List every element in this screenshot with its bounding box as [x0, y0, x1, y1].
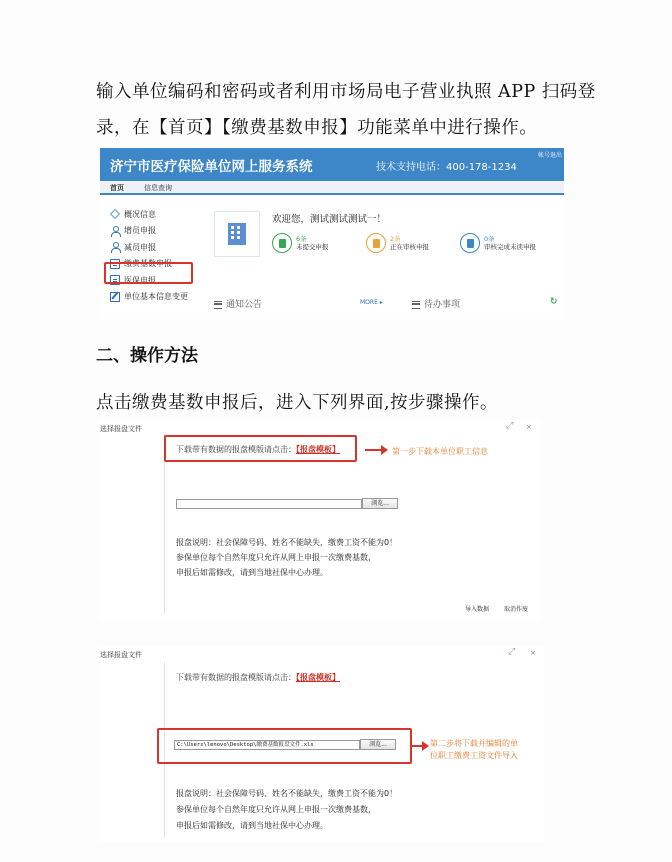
list-icon — [412, 301, 420, 309]
step1-annotation: 第一步下载本单位职工信息 — [392, 447, 488, 456]
intro-line-1: 输入单位编码和密码或者利用市场局电子营业执照 APP 扫码登 — [96, 82, 596, 102]
list-icon — [214, 301, 222, 309]
building-icon — [214, 211, 260, 257]
review-icon — [366, 233, 386, 253]
welcome-text: 欢迎您，测试测试测试一！ — [272, 214, 387, 225]
step2-annotation-line-1: 第二步将下载并编辑的单 — [430, 739, 518, 748]
stat-label: 审核完成未读申报 — [484, 243, 536, 251]
list-icon — [460, 233, 480, 253]
cancel-button[interactable]: 取消作废 — [504, 606, 529, 613]
account-logout-link[interactable]: 帐号退出 — [537, 152, 562, 159]
expand-icon[interactable]: ⤢ — [508, 647, 516, 657]
arrow-icon — [412, 745, 423, 747]
sidebar-item-label: 单位基本信息变更 — [124, 292, 188, 301]
stat-reviewing[interactable] — [366, 230, 429, 256]
portal-nav — [100, 181, 564, 195]
dialog-title: 选择报盘文件 — [100, 651, 142, 659]
todo-label: 待办事项 — [424, 300, 461, 310]
stat-count: 0条 — [484, 235, 495, 243]
section-heading: 二、操作方法 — [96, 346, 198, 366]
sidebar-item-label: 概况信息 — [124, 209, 156, 219]
explain-line-2: 参保单位每个自然年度只允许从网上申报一次缴费基数， — [176, 805, 376, 814]
stat-count: 6条 — [296, 235, 307, 243]
tab-home[interactable]: 首页 — [110, 184, 124, 192]
browse-button[interactable]: 浏览... — [360, 739, 396, 750]
sidebar-item-unit-info-change[interactable] — [110, 289, 200, 305]
portal-header — [100, 148, 564, 181]
refresh-icon[interactable]: ↻ — [550, 297, 558, 307]
highlight-contribution-base — [104, 262, 193, 284]
stat-label: 正在审核申报 — [390, 243, 429, 251]
person-icon — [110, 226, 120, 236]
sidebar-item-add-staff[interactable] — [110, 223, 200, 239]
upload-dialog-step2 — [98, 646, 544, 842]
explain-line-2: 参保单位每个自然年度只允许从网上申报一次缴费基数， — [176, 553, 376, 562]
stat-unsubmitted[interactable] — [272, 230, 329, 256]
welcome-panel — [214, 208, 564, 260]
portal-sidebar — [110, 206, 200, 305]
sidebar-item-overview[interactable] — [110, 206, 200, 222]
download-template-line — [176, 672, 340, 683]
file-path-input[interactable]: C:\Users\lenovo\Desktop\缴费基数报盘文件.xls — [174, 740, 360, 750]
notice-section — [214, 297, 262, 310]
tab-info-query[interactable]: 信息查询 — [144, 184, 172, 192]
stat-label: 未提交申报 — [296, 243, 329, 251]
sidebar-item-label: 减员申报 — [124, 242, 156, 252]
instruction-line: 点击缴费基数申报后，进入下列界面,按步骤操作。 — [96, 393, 499, 413]
layers-icon — [110, 209, 120, 219]
person-icon — [110, 242, 120, 252]
sidebar-item-reduce-staff[interactable] — [110, 239, 200, 255]
portal-screenshot — [100, 148, 564, 319]
sidebar-item-label: 缴费基数申报 — [124, 259, 172, 268]
file-path-input[interactable] — [176, 499, 362, 509]
browse-button[interactable]: 浏览... — [362, 498, 398, 509]
template-download-link[interactable]: 【报盘模板】 — [296, 673, 340, 682]
sidebar-item-label: 增员申报 — [124, 226, 156, 235]
upload-dialog-step1 — [98, 420, 542, 620]
stat-completed-unread[interactable] — [460, 230, 536, 256]
step2-annotation-line-2: 位职工缴费工资文件导入 — [430, 751, 518, 760]
stat-count: 2条 — [390, 235, 401, 243]
download-prefix: 下载带有数据的报盘模版请点击： — [176, 445, 296, 454]
submit-icon — [272, 233, 292, 253]
notice-label: 通知公告 — [226, 300, 263, 310]
todo-section — [412, 297, 460, 310]
explain-line-1: 报盘说明：社会保障号码、姓名不能缺失，缴费工资不能为0！ — [176, 538, 398, 547]
intro-line-2: 录，在【首页】【缴费基数申报】功能菜单中进行操作。 — [96, 118, 538, 138]
import-data-button[interactable]: 导入数据 — [465, 606, 490, 613]
edit-icon — [110, 292, 120, 302]
sidebar-item-label: 医保申报 — [124, 275, 156, 285]
arrow-icon — [365, 449, 382, 451]
more-link[interactable]: MORE ▸ — [360, 299, 383, 306]
highlight-download — [164, 435, 357, 462]
close-icon[interactable]: × — [530, 649, 536, 657]
explain-line-1: 报盘说明：社会保障号码、姓名不能缺失，缴费工资不能为0！ — [176, 789, 398, 798]
explain-line-3: 申报后如需修改，请到当地社保中心办理。 — [176, 821, 328, 830]
dialog-title: 选择报盘文件 — [100, 425, 142, 433]
close-icon[interactable]: × — [526, 423, 532, 431]
template-download-link[interactable]: 【报盘模板】 — [296, 445, 340, 454]
portal-title: 济宁市医疗保险单位网上服务系统 — [110, 159, 313, 175]
explain-line-3: 申报后如需修改，请到当地社保中心办理。 — [176, 568, 328, 577]
support-phone: 技术支持电话：400-178-1234 — [376, 162, 517, 173]
portal-bottom-bar — [214, 296, 564, 312]
expand-icon[interactable]: ⤢ — [506, 421, 514, 431]
download-prefix: 下载带有数据的报盘模版请点击： — [176, 673, 296, 682]
